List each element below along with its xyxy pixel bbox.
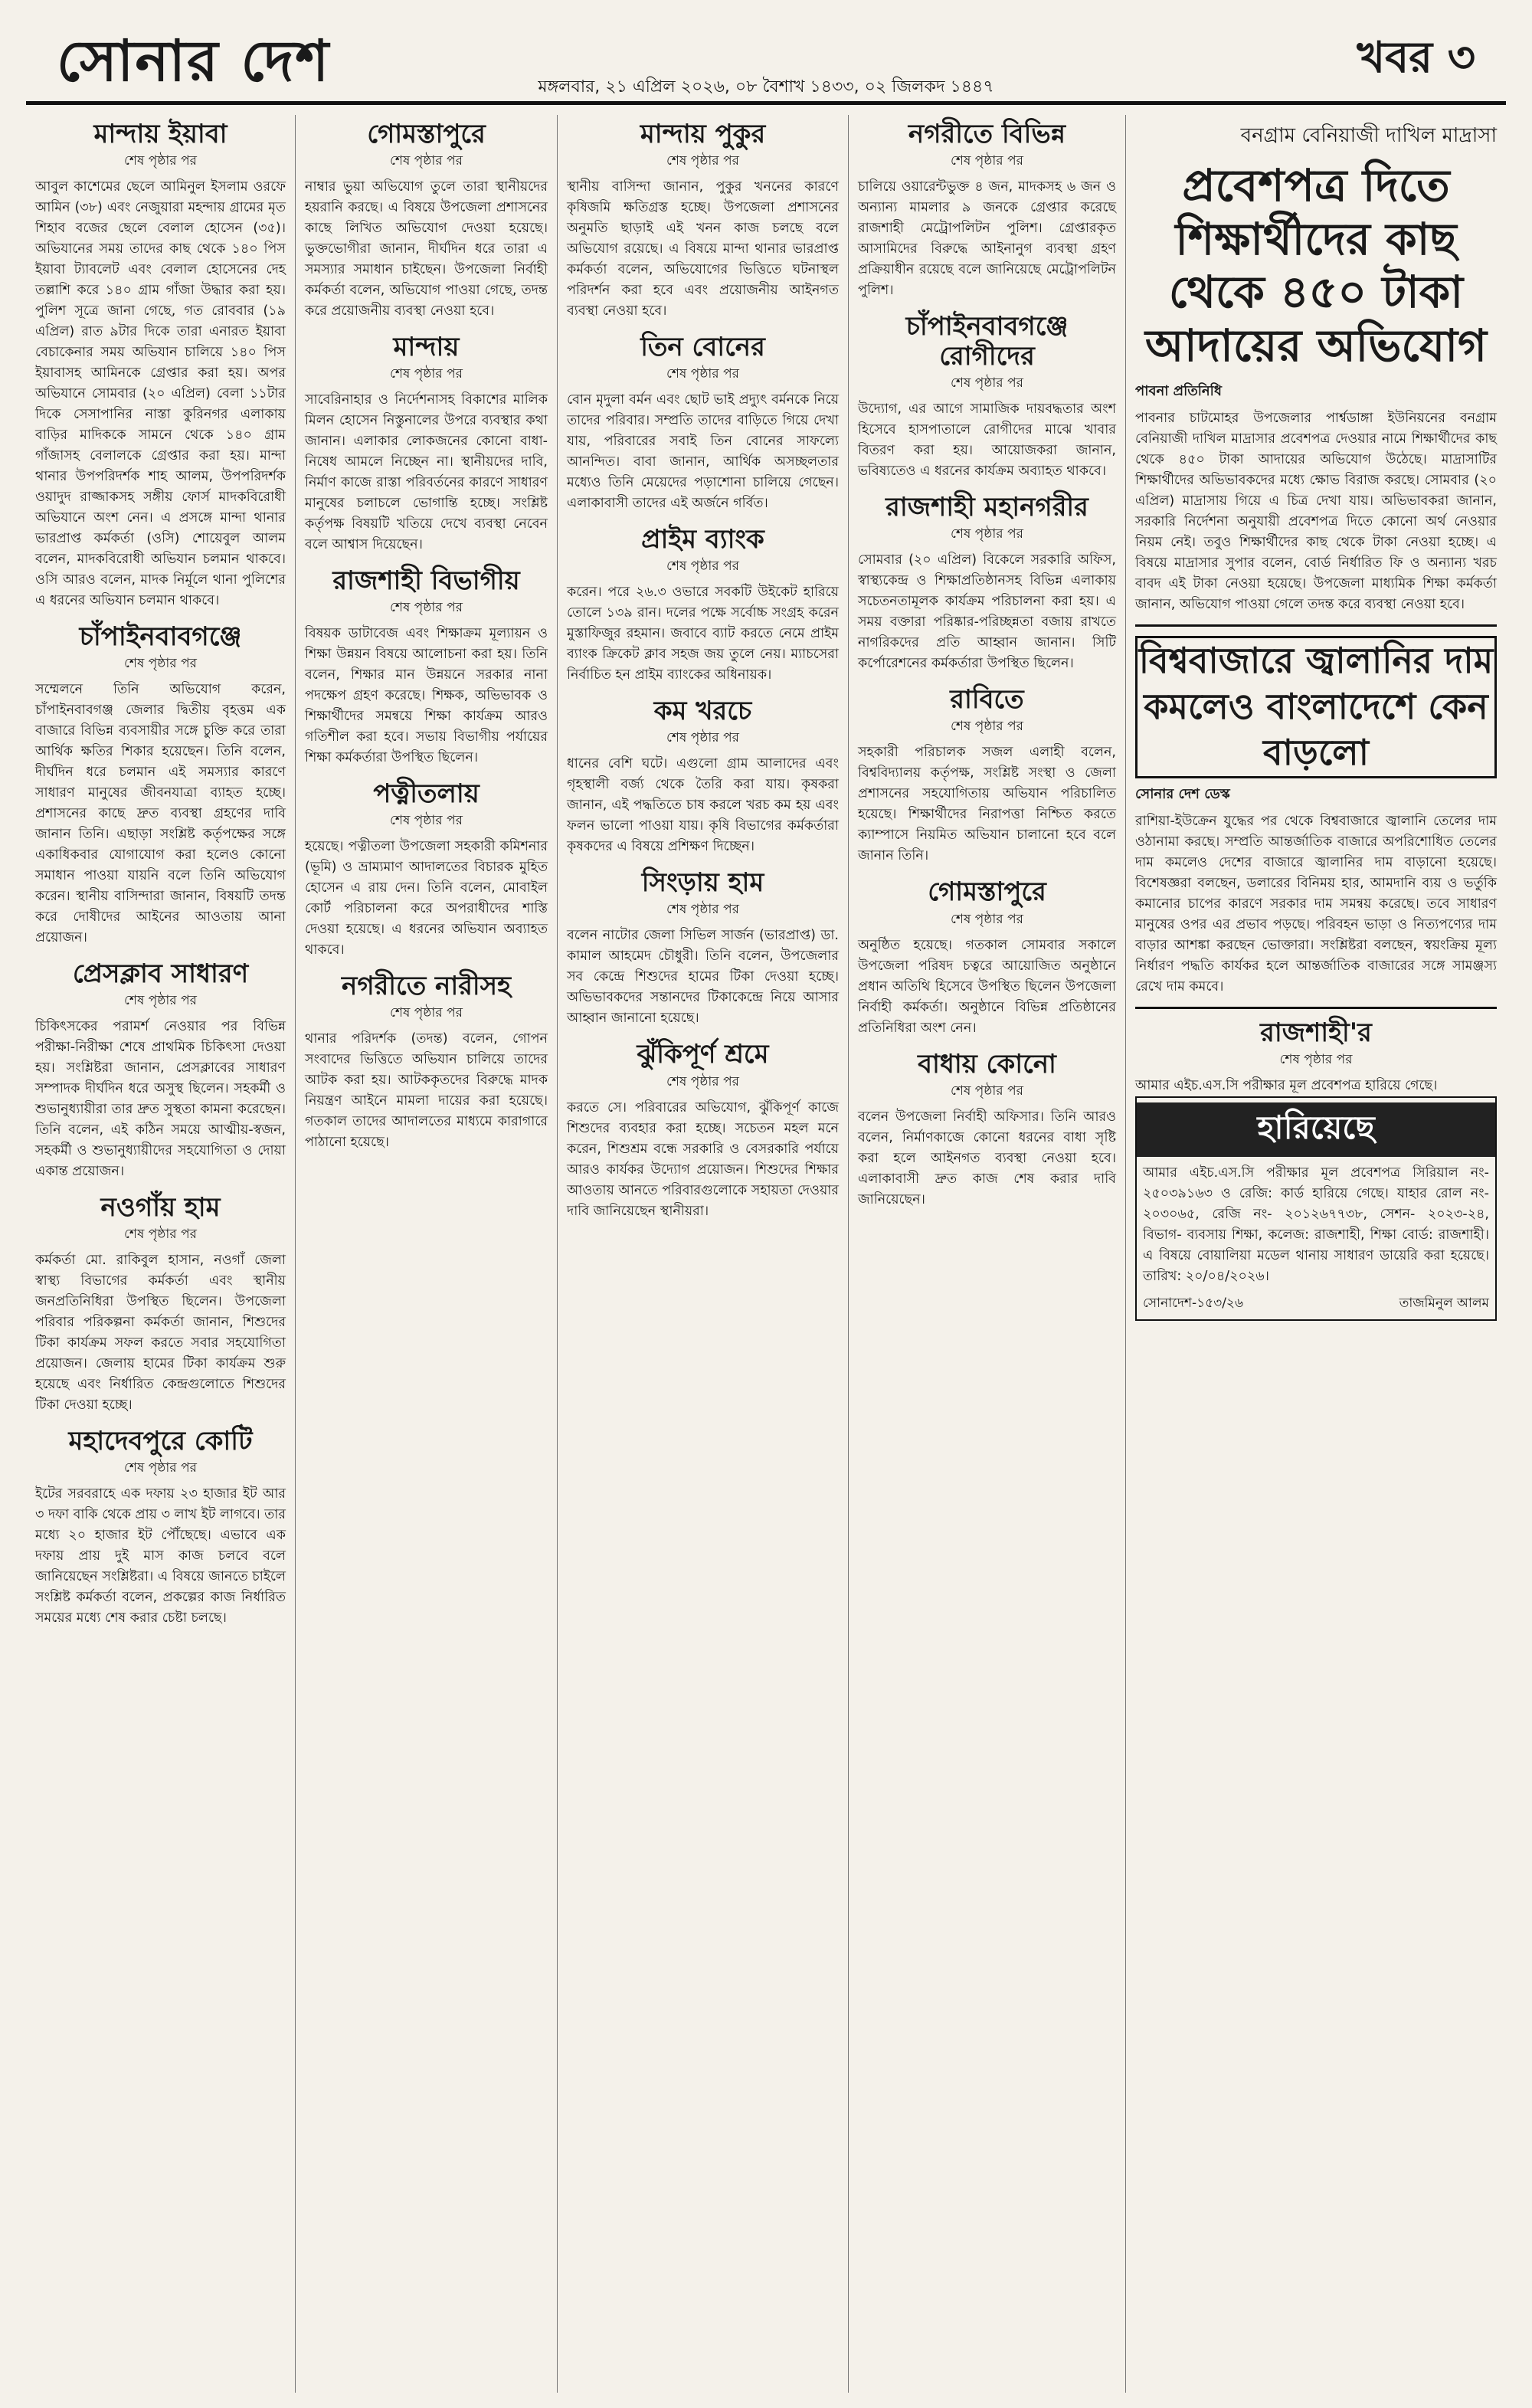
news-story [858, 120, 1116, 301]
masthead [26, 11, 1506, 105]
continued-label: শেষ পৃষ্ঠার পর [390, 1005, 463, 1021]
continued-label: শেষ পৃষ্ঠার পর [951, 911, 1023, 927]
news-story [35, 622, 286, 948]
story-headline: প্রেসক্লাব সাধারণ [72, 958, 249, 990]
story-headline: কম খরচে [653, 696, 752, 727]
news-story [35, 1427, 286, 1629]
story-body: সহকারী পরিচালক সজল এলাহী বলেন, বিশ্ববিদ্যালয় কর্তৃপক্ষ, সংশ্লিষ্ট সংস্থা ও জেলা প্রশাসনের সহযোগিতায় অভিযান পরিচালিত হয়েছে। শিক্ষার্থীদের নিরাপত্তা নিশ্চিত করতে ক্যাম্পাসে নিয়মিত অভিযান চালানো হবে বলে জানান তিনি। [858, 745, 1116, 864]
divider [1135, 1007, 1497, 1009]
continued-label: শেষ পৃষ্ঠার পর [390, 153, 463, 169]
story-body: চালিয়ে ওয়ারেন্টভুক্ত ৪ জন, মাদকসহ ৬ জন ও অন্যান্য মামলার ৯ জনকে গ্রেপ্তার করেছে রাজশাহী মেট্রোপলিটন পুলিশ। গ্রেপ্তারকৃত আসামিদের বিরুদ্ধে আইনানুগ ব্যবস্থা গ্রহণ প্রক্রিয়াধীন রয়েছে বলে জানিয়েছে মেট্রোপলিটন পুলিশ। [858, 179, 1116, 299]
continued-label: শেষ পৃষ্ঠার পর [124, 1227, 197, 1243]
column-2 [296, 115, 558, 2393]
news-story [858, 877, 1116, 1038]
continued-label: শেষ পৃষ্ঠার পর [951, 153, 1023, 169]
third-body: আমার এইচ.এস.সি পরীক্ষার মূল প্রবেশপত্র হারিয়ে গেছে। [1135, 1077, 1438, 1093]
story-body: ধানের বেশি ঘটে। এগুলো গ্রাম আলাদের এবং গৃহস্থালী বর্জ্য থেকে তৈরি করা যায়। কৃষকরা জানান, এই পদ্ধতিতে চাষ করলে খরচ কম হয় এবং ফলন ভালো পাওয়া যায়। কৃষি বিভাগের কর্মকর্তারা কৃষকদের এ বিষয়ে প্রশিক্ষণ দিচ্ছেন। [567, 756, 839, 855]
story-body: সম্মেলনে তিনি অভিযোগ করেন, চাঁপাইনবাবগঞ্জ জেলার দ্বিতীয় বৃহত্তম এক বাজারে বিভিন্ন ব্যবসায়ীর সঙ্গে চুক্তি করে তারা আর্থিক ক্ষতির শিকার হয়েছেন। তিনি বলেন, দীর্ঘদিন ধরে চলমান এই সমস্যার কারণে সাধারণ মানুষের জীবনযাত্রা ব্যাহত হচ্ছে। প্রশাসনের কাছে দ্রুত ব্যবস্থা গ্রহণের দাবি জানান তিনি। এছাড়া সংশ্লিষ্ট কর্তৃপক্ষের সঙ্গে একাধিকবার যোগাযোগ করা হলেও কোনো সমাধান পাওয়া যায়নি বলে তিনি অভিযোগ করেন। স্থানীয় বাসিন্দারা জানান, বিষয়টি তদন্ত করে দোষীদের আইনের আওতায় আনা প্রয়োজন। [35, 682, 286, 946]
story-headline: তিন বোনের [640, 332, 765, 363]
story-body: বোন মৃদুলা বর্মন এবং ছোট ভাই প্রদ্যুৎ বর্মনকে নিয়ে তাদের পরিবার। সম্প্রতি তাদের বাড়িতে গিয়ে দেখা যায়, পরিবারের সবাই তিন বোনের সাফল্যে আনন্দিত। বাবা জানান, আর্থিক অসচ্ছলতার মধ্যেও তিনি মেয়েদের পড়াশোনা চালিয়ে গেছেন। এলাকাবাসী তাদের এই অর্জনে গর্বিত। [567, 392, 839, 512]
news-story [305, 779, 548, 961]
news-story [305, 120, 548, 322]
continued-label: শেষ পৃষ্ঠার পর [124, 993, 197, 1009]
story-body: ইটের সরবরাহে এক দফায় ২৩ হাজার ইট আর ৩ দফা বাকি থেকে প্রায় ৩ লাখ ইট লাগবে। তার মধ্যে ২০ হাজার ইট পৌঁছেছে। এভাবে এক দফায় প্রায় দুই মাস কাজ চলবে বলে জানিয়েছেন সংশ্লিষ্টরা। এ বিষয়ে জানতে চাইলে সংশ্লিষ্ট কর্মকর্তা বলেন, প্রকল্পের কাজ নির্ধারিত সময়ের মধ্যে শেষ করার চেষ্টা চলছে। [35, 1486, 286, 1627]
story-headline: রাবিতে [950, 684, 1024, 716]
continued-label: শেষ পৃষ্ঠার পর [666, 153, 739, 169]
story-body: বিষয়ক ডাটাবেজ এবং শিক্ষাক্রম মূল্যায়ন ও শিক্ষা উন্নয়ন বিষয়ে আলোচনা করা হয়। তিনি বলেন, শিক্ষার মান উন্নয়নে সরকার নানা পদক্ষেপ গ্রহণ করেছে। শিক্ষক, অভিভাবক ও শিক্ষার্থীদের সমন্বয়ে শিক্ষা কার্যক্রম আরও গতিশীল করা হবে। সভায় বিভাগীয় পর্যায়ের শিক্ষা কর্মকর্তারা উপস্থিত ছিলেন। [305, 626, 548, 766]
news-story [858, 493, 1116, 674]
story-body: উদ্যোগ, এর আগে সামাজিক দায়বদ্ধতার অংশ হিসেবে হাসপাতালে রোগীদের মাঝে খাবার বিতরণ করা হয়। আয়োজকরা জানান, ভবিষ্যতেও এ ধরনের কার্যক্রম অব্যাহত থাকবে। [858, 401, 1116, 480]
story-body: বলেন উপজেলা নির্বাহী অফিসার। তিনি আরও বলেন, নির্মাণকাজে কোনো ধরনের বাধা সৃষ্টি করা হলে আইনগত ব্যবস্থা নেওয়া হবে। এলাকাবাসী দ্রুত কাজ শেষ করার দাবি জানিয়েছেন। [858, 1109, 1116, 1207]
story-headline: গোমস্তাপুরে [928, 876, 1046, 908]
story-body: চিকিৎসকের পরামর্শ নেওয়ার পর বিভিন্ন পরীক্ষা-নিরীক্ষা শেষে প্রাথমিক চিকিৎসা দেওয়া হয়। সংশ্লিষ্টরা জানান, প্রেসক্লাবের সাধারণ সম্পাদক দীর্ঘদিন ধরে অসুস্থ ছিলেন। সহকর্মী ও শুভানুধ্যায়ীরা তার দ্রুত সুস্থতা কামনা করেছেন। তিনি বলেন, এই কঠিন সময়ে আত্মীয়-স্বজন, সহকর্মী ও শুভানুধ্যায়ীদের সহযোগিতা ও দোয়া একান্ত প্রয়োজন। [35, 1019, 286, 1180]
story-headline: নগরীতে বিভিন্ন [908, 119, 1066, 149]
column-1 [26, 115, 296, 2393]
story-headline: মহাদেবপুরে কোটি [68, 1426, 253, 1457]
masthead-date: মঙ্গলবার, ২১ এপ্রিল ২০২৬, ০৮ বৈশাখ ১৪৩৩, ০২ জিলকদ ১৪৪৭ [538, 77, 994, 97]
story-body: নাম্বার ভুয়া অভিযোগ তুলে তারা স্থানীয়দের হয়রানি করছে। এ বিষয়ে উপজেলা প্রশাসনের কাছে লিখিত অভিযোগ দেওয়া হয়েছে। ভুক্তভোগীরা জানান, দীর্ঘদিন ধরে তারা এ সমস্যার সমাধান চাইছেন। উপজেলা নির্বাহী কর্মকর্তা বলেন, অভিযোগ পাওয়া গেছে, তদন্ত করে প্রয়োজনীয় ব্যবস্থা নেওয়া হবে। [305, 179, 548, 319]
story-body: স্থানীয় বাসিন্দা জানান, পুকুর খননের কারণে কৃষিজমি ক্ষতিগ্রস্ত হচ্ছে। উপজেলা প্রশাসনের অনুমতি ছাড়াই এই খনন কাজ চলছে বলে অভিযোগ রয়েছে। এ বিষয়ে মান্দা থানার ভারপ্রাপ্ত কর্মকর্তা বলেন, অভিযোগের ভিত্তিতে ঘটনাস্থল পরিদর্শন করা হবে এবং প্রয়োজনীয় আইনগত ব্যবস্থা নেওয়া হবে। [567, 179, 839, 319]
continued-label: শেষ পৃষ্ঠার পর [951, 1083, 1023, 1099]
story-body: সাবেরিনাহার ও নির্দেশনাসহ বিকাশের মালিক মিলন হোসেন নিস্তুনালের উপরে ব্যবস্থার কথা জানান। এলাকার লোকজনের কোনো বাধা-নিষেধ আমলে নিচ্ছেন না। স্থানীয়দের দাবি, নির্মাণ কাজে রাস্তা পরিবর্তনের কারণে সাধারণ মানুষের চলাচলে ভোগান্তি হচ্ছে। সংশ্লিষ্ট কর্তৃপক্ষ বিষয়টি খতিয়ে দেখে ব্যবস্থা নেবেন বলে আশ্বাস দিয়েছেন। [305, 392, 548, 553]
news-story [567, 696, 839, 857]
story-headline: পত্নীতলায় [373, 778, 480, 810]
lead-byline: পাবনা প্রতিনিধি [1135, 383, 1222, 400]
story-headline: নওগাঁয় হাম [100, 1192, 221, 1224]
news-story [858, 312, 1116, 482]
lead-body: পাবনার চাটমোহর উপজেলার পার্শ্বডাঙ্গা ইউনিয়নের বনগ্রাম বেনিয়াজী দাখিল মাদ্রাসার প্রবেশপত্র দেওয়ার নামে শিক্ষার্থীদের কাছ থেকে ৪৫০ টাকা আদায়ের অভিযোগ উঠেছে। মাদ্রাসাটির শিক্ষার্থীদের অভিভাবকদের মধ্যে ক্ষোভ বিরাজ করছে। সোমবার (২০ এপ্রিল) মাদ্রাসায় গিয়ে এ চিত্র দেখা যায়। অভিভাবকরা জানান, সরকারি নির্দেশনা অনুযায়ী প্রবেশপত্র দিতে কোনো অর্থ নেওয়ার নিয়ম নেই। তবুও শিক্ষার্থীদের কাছ থেকে টাকা নেওয়া হচ্ছে। এ বিষয়ে মাদ্রাসার সুপার বলেন, বোর্ড নির্ধারিত ফি ও অন্যান্য খরচ বাবদ এই টাকা নেওয়া হয়েছে। উপজেলা মাধ্যমিক শিক্ষা কর্মকর্তা জানান, অভিযোগ পাওয়া গেলে তদন্ত করে ব্যবস্থা নেওয়া হবে। [1135, 411, 1497, 613]
continued-label: শেষ পৃষ্ঠার পর [951, 526, 1023, 542]
news-story [567, 525, 839, 686]
second-byline: সোনার দেশ ডেস্ক [1135, 785, 1230, 802]
story-headline: রাজশাহী বিভাগীয় [332, 565, 520, 597]
story-body: করতে সে। পরিবারের অভিযোগ, ঝুঁকিপূর্ণ কাজে শিশুদের ব্যবহার করা হচ্ছে। সচেতন মহল মনে করেন, শিশুশ্রম বন্ধে সরকারি ও বেসরকারি পর্যায়ে আরও কার্যকর উদ্যোগ প্রয়োজন। শিশুদের শিক্ষার আওতায় আনতে পরিবারগুলোকে সহায়তা দেওয়ার দাবি জানিয়েছেন স্থানীয়রা। [567, 1099, 839, 1219]
lead-kicker: বনগ্রাম বেনিয়াজী দাখিল মাদ্রাসা [1240, 124, 1497, 147]
lost-notice-footer [1143, 1293, 1489, 1315]
lost-notice-title: হারিয়েছে [1137, 1102, 1495, 1157]
story-headline: মান্দায় ইয়াবা [93, 119, 228, 149]
column-3 [558, 115, 849, 2393]
second-body: রাশিয়া-ইউক্রেন যুদ্ধের পর থেকে বিশ্ববাজারে জ্বালানি তেলের দাম ওঠানামা করছে। সম্প্রতি আন্তর্জাতিক বাজারে অপরিশোধিত তেলের দাম কমলেও দেশের বাজারে জ্বালানির দাম বাড়ানো হয়েছে। বিশেষজ্ঞরা বলছেন, ডলারের বিনিময় হার, আমদানি ব্যয় ও ভর্তুকি কমানোর চাপের কারণে সরকার দাম সমন্বয় করেছে। তবে সাধারণ মানুষের ওপর এর প্রভাব পড়ছে। পরিবহন ভাড়া ও নিত্যপণ্যের দাম বাড়ার আশঙ্কা করছেন ভোক্তারা। সংশ্লিষ্টরা বলছেন, স্বয়ংক্রিয় মূল্য নির্ধারণ পদ্ধতি কার্যকর হলে আন্তর্জাতিক বাজারের সঙ্গে সামঞ্জস্য রেখে দাম কমবে। [1135, 813, 1497, 994]
story-body: অনুষ্ঠিত হয়েছে। গতকাল সোমবার সকালে উপজেলা পরিষদ চত্বরে আয়োজিত অনুষ্ঠানে প্রধান অতিথি হিসেবে উপস্থিত ছিলেন উপজেলা নির্বাহী কর্মকর্তা। অনুষ্ঠানে বিভিন্ন প্রতিষ্ঠানের প্রতিনিধিরা অংশ নেন। [858, 937, 1116, 1036]
divider [1135, 624, 1497, 627]
lost-notice [1135, 1096, 1497, 1321]
continued-label: শেষ পৃষ্ঠার পর [666, 730, 739, 746]
news-story [858, 685, 1116, 867]
news-story [858, 1050, 1116, 1211]
continued-label: শেষ পৃষ্ঠার পর [124, 656, 197, 672]
news-story [35, 1193, 286, 1416]
story-headline: মান্দায় [393, 332, 460, 363]
continued-label: শেষ পৃষ্ঠার পর [1279, 1051, 1353, 1067]
lead-headline: প্রবেশপত্র দিতে শিক্ষার্থীদের কাছ থেকে ৪৫০ টাকা আদায়ের অভিযোগ [1144, 159, 1488, 372]
story-body: আবুল কাশেমের ছেলে আমিনুল ইসলাম ওরফে আমিন (৩৮) এবং নেজুয়ারা মহন্দায় গ্রামের মৃত শিহাব বজের ছেলে বেলাল হোসেন (৩৫)। অভিযানের সময় তাদের কাছ থেকে ১৪০ পিস ইয়াবা ট্যাবলেট এবং বেলাল হোসেনের দেহ তল্লাশি করে ১৪০ গ্রাম গাঁজা উদ্ধার করা হয়। পুলিশ সূত্রে জানা গেছে, গত রোববার (১৯ এপ্রিল) রাত ৯টার দিকে তারা এনারত ইয়াবা বেচাকেনার সময় অভিযান চালিয়ে ১৪০ পিস ইয়াবাসহ আমিনকে গ্রেপ্তার করা হয়। অপর অভিযানে সোমবার (২০ এপ্রিল) বেলা ১১টার দিকে সেসাপানির নাস্তা কুরিনগর এলাকায় বাড়ির মাদিককে সামনে থেকে ১৪০ গ্রাম গাঁজাসহ বেলালকে গ্রেপ্তার করা হয়। মান্দা থানার উপপরিদর্শক শাহ আলম, উপপরিদর্শক ওয়াদুদ রাজ্জাকসহ সঙ্গীয় ফোর্স মাদকবিরোধী অভিযানে অংশ নেন। এ প্রসঙ্গে মান্দা থানার ভারপ্রাপ্ত কর্মকর্তা (ওসি) শোয়েবুল আলম বলেন, মাদকবিরোধী অভিযান চলমান থাকবে। ওসি আরও বলেন, মাদক নির্মূলে থানা পুলিশের এ ধরনের অভিযান চলমান থাকবে। [35, 179, 286, 609]
continued-label: শেষ পৃষ্ঠার পর [390, 813, 463, 829]
continued-label: শেষ পৃষ্ঠার পর [390, 600, 463, 616]
news-story [35, 120, 286, 611]
story-body: সোমবার (২০ এপ্রিল) বিকেলে সরকারি অফিস, স্বাস্থ্যকেন্দ্র ও শিক্ষাপ্রতিষ্ঠানসহ বিভিন্ন এলাকায় সচেতনতামূলক কার্যক্রম পরিচালনা করা হয়। এ সময় বক্তারা পরিষ্কার-পরিচ্ছন্নতা বজায় রাখতে নাগরিকদের প্রতি আহ্বান জানান। সিটি কর্পোরেশনের কর্মকর্তারা উপস্থিত ছিলেন। [858, 552, 1116, 672]
column-5 [1126, 115, 1506, 2393]
story-headline: সিংড়ায় হাম [641, 867, 764, 899]
continued-label: শেষ পৃষ্ঠার পর [666, 1073, 739, 1089]
news-story [567, 1040, 839, 1221]
story-body: কর্মকর্তা মো. রাকিবুল হাসান, নওগাঁ জেলা স্বাস্থ্য বিভাগের কর্মকর্তা এবং স্থানীয় জনপ্রতিনিধিরা উপস্থিত ছিলেন। উপজেলা পরিবার পরিকল্পনা কর্মকর্তা জানান, শিশুদের টিকা কার্যক্রম সফল করতে সবার সহযোগিতা প্রয়োজন। জেলায় হামের টিকা কার্যক্রম শুরু হয়েছে এবং নির্ধারিত কেন্দ্রগুলোতে শিশুদের টিকা দেওয়া হচ্ছে। [35, 1253, 286, 1414]
news-story [567, 120, 839, 322]
continued-label: শেষ পৃষ্ঠার পর [390, 366, 463, 382]
story-headline: নগরীতে নারীসহ [342, 971, 511, 1002]
page-label: খবর ৩ [1357, 32, 1475, 83]
column-4 [849, 115, 1126, 2393]
news-story [305, 333, 548, 555]
story-headline: গোমস্তাপুরে [367, 119, 486, 149]
continued-label: শেষ পৃষ্ঠার পর [951, 375, 1023, 392]
news-story [567, 333, 839, 514]
lost-notice-body: আমার এইচ.এস.সি পরীক্ষার মূল প্রবেশপত্র সিরিয়াল নং- ২৫০৩৯১৬৩ ও রেজি: কার্ড হারিয়ে গেছে। যাহার রোল নং- ২০৩০৬৫, রেজি নং- ২০১২৬৭৭৩৮, সেশন- ২০২৩-২৪, বিভাগ- ব্যবসায় শিক্ষা, কলেজ: রাজশাহী, শিক্ষা বোর্ড: রাজশাহী। এ বিষয়ে বোয়ালিয়া মডেল থানায় সাধারণ ডায়েরি করা হয়েছে। তারিখ: ২০/০৪/২০২৬। [1143, 1165, 1489, 1284]
story-body: হয়েছে। পত্নীতলা উপজেলা সহকারী কমিশনার (ভূমি) ও ভ্রাম্যমাণ আদালতের বিচারক মুহিত হোসেন এ রায় দেন। তিনি বলেন, মোবাইল কোর্ট পরিচালনা করে অপরাধীদের শাস্তি দেওয়া হয়েছে। এ ধরনের অভিযান অব্যাহত থাকবে। [305, 839, 548, 958]
news-story [305, 566, 548, 768]
story-body: থানার পরিদর্শক (তদন্ত) বলেন, গোপন সংবাদের ভিত্তিতে অভিযান চালিয়ে তাদের আটক করা হয়। আটককৃতদের বিরুদ্ধে মাদক নিয়ন্ত্রণ আইনে মামলা দায়ের করা হয়েছে। গতকাল তাদের আদালতের মাধ্যমে কারাগারে পাঠানো হয়েছে। [305, 1031, 548, 1151]
lost-notice-code: সোনাদেশ-১৫৩/২৬ [1143, 1295, 1244, 1311]
story-headline: মান্দায় পুকুর [640, 119, 766, 149]
second-headline: বিশ্ববাজারে জ্বালানির দাম কমলেও বাংলাদেশে কেন বাড়লো [1135, 636, 1497, 778]
continued-label: শেষ পৃষ্ঠার পর [666, 902, 739, 918]
continued-label: শেষ পৃষ্ঠার পর [666, 366, 739, 382]
news-story [567, 868, 839, 1029]
continued-label: শেষ পৃষ্ঠার পর [124, 153, 197, 169]
news-story [35, 959, 286, 1182]
columns [26, 115, 1506, 2393]
story-headline: চাঁপাইনবাবগঞ্জে রোগীদের [905, 311, 1069, 372]
story-headline: রাজশাহী মহানগরীর [885, 492, 1088, 523]
third-headline: রাজশাহী'র [1260, 1017, 1372, 1048]
lost-notice-name: তাজমিনুল আলম [1399, 1295, 1489, 1311]
story-headline: বাধায় কোনো [918, 1048, 1056, 1080]
continued-label: শেষ পৃষ্ঠার পর [666, 559, 739, 575]
masthead-title: সোনার দেশ [57, 28, 331, 94]
story-headline: চাঁপাইনবাবগঞ্জে [79, 621, 242, 653]
story-headline: প্রাইম ব্যাংক [641, 524, 764, 555]
story-body: বলেন নাটোর জেলা সিভিল সার্জন (ভারপ্রাপ্ত) ডা. কামাল আহমেদ চৌধুরী। তিনি বলেন, উপজেলার সব কেন্দ্রে শিশুদের হামের টিকা দেওয়া হচ্ছে। অভিভাবকদের সন্তানদের টিকাকেন্দ্রে নিয়ে আসার আহ্বান জানানো হয়েছে। [567, 928, 839, 1027]
continued-label: শেষ পৃষ্ঠার পর [951, 719, 1023, 735]
story-body: করেন। পরে ২৬.৩ ওভারে সবকটি উইকেট হারিয়ে তোলে ১৩৯ রান। দলের পক্ষে সর্বোচ্চ সংগ্রহ করেন মুস্তাফিজুর রহমান। জবাবে ব্যাট করতে নেমে প্রাইম ব্যাংক ক্রিকেট ক্লাব সহজ জয় তুলে নেয়। ম্যাচসেরা নির্বাচিত হন প্রাইম ব্যাংকের অধিনায়ক। [567, 585, 839, 683]
story-headline: ঝুঁকিপূর্ণ শ্রমে [637, 1039, 769, 1070]
news-story [305, 971, 548, 1153]
continued-label: শেষ পৃষ্ঠার পর [124, 1460, 197, 1476]
